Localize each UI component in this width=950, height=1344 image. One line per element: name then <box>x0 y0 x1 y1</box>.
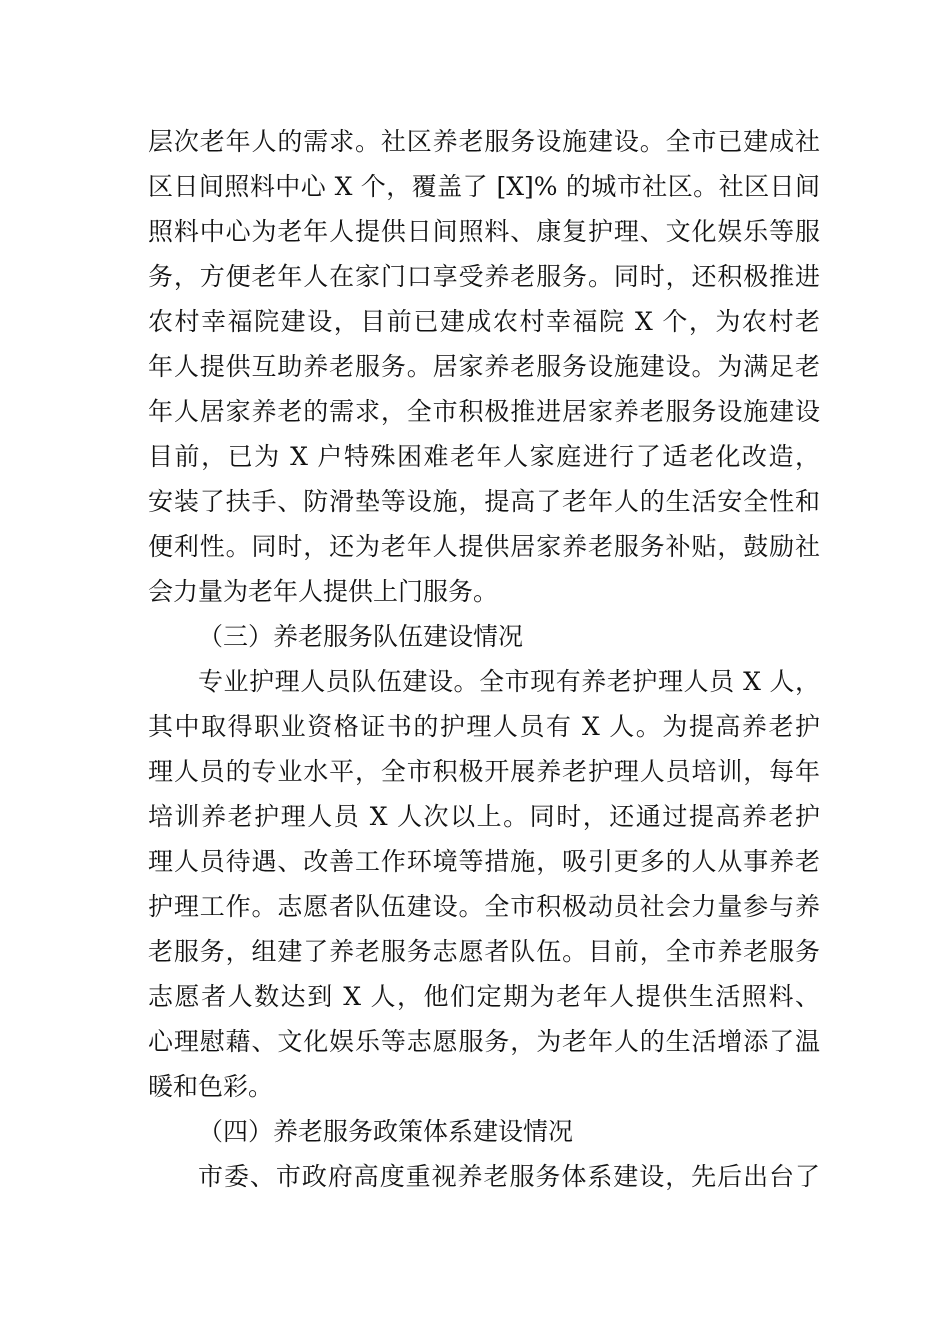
paragraph-line: 便利性。同时，还为老年人提供居家养老服务补贴，鼓励社 <box>148 532 820 561</box>
section-heading: （四）养老服务政策体系建设情况 <box>198 1117 574 1146</box>
paragraph-line: 理人员待遇、改善工作环境等措施，吸引更多的人从事养老 <box>148 847 820 876</box>
paragraph-line: 会力量为老年人提供上门服务。 <box>148 577 499 606</box>
paragraph-line: 老服务，组建了养老服务志愿者队伍。目前，全市养老服务 <box>148 937 820 966</box>
document-body <box>148 119 820 1199</box>
section-heading: （三）养老服务队伍建设情况 <box>198 622 524 651</box>
paragraph-line: 理人员的专业水平，全市积极开展养老护理人员培训，每年 <box>148 757 820 786</box>
paragraph-line: 心理慰藉、文化娱乐等志愿服务，为老年人的生活增添了温 <box>148 1027 820 1056</box>
paragraph-line: 目前，已为 X 户特殊困难老年人家庭进行了适老化改造， <box>148 442 820 471</box>
paragraph-line: 护理工作。志愿者队伍建设。全市积极动员社会力量参与养 <box>148 892 820 921</box>
paragraph-line: 层次老年人的需求。社区养老服务设施建设。全市已建成社 <box>148 127 820 156</box>
paragraph-line: 照料中心为老年人提供日间照料、康复护理、文化娱乐等服 <box>148 217 820 246</box>
paragraph-line: 志愿者人数达到 X 人，他们定期为老年人提供生活照料、 <box>148 982 820 1011</box>
paragraph-line: 培训养老护理人员 X 人次以上。同时，还通过提高养老护 <box>148 802 820 831</box>
paragraph-line: 专业护理人员队伍建设。全市现有养老护理人员 X 人， <box>198 667 820 696</box>
paragraph-line: 年人居家养老的需求，全市积极推进居家养老服务设施建设 <box>148 397 820 426</box>
paragraph-line: 安装了扶手、防滑垫等设施，提高了老年人的生活安全性和 <box>148 487 820 516</box>
paragraph-line: 区日间照料中心 X 个，覆盖了 [X]% 的城市社区。社区日间 <box>148 172 820 201</box>
paragraph-line: 农村幸福院建设，目前已建成农村幸福院 X 个，为农村老 <box>148 307 820 336</box>
paragraph-line: 年人提供互助养老服务。居家养老服务设施建设。为满足老 <box>148 352 820 381</box>
paragraph-line: 务，方便老年人在家门口享受养老服务。同时，还积极推进 <box>148 262 820 291</box>
paragraph-line: 暖和色彩。 <box>148 1072 274 1101</box>
paragraph-line: 市委、市政府高度重视养老服务体系建设，先后出台了 <box>198 1162 820 1191</box>
paragraph-line: 其中取得职业资格证书的护理人员有 X 人。为提高养老护 <box>148 712 820 741</box>
